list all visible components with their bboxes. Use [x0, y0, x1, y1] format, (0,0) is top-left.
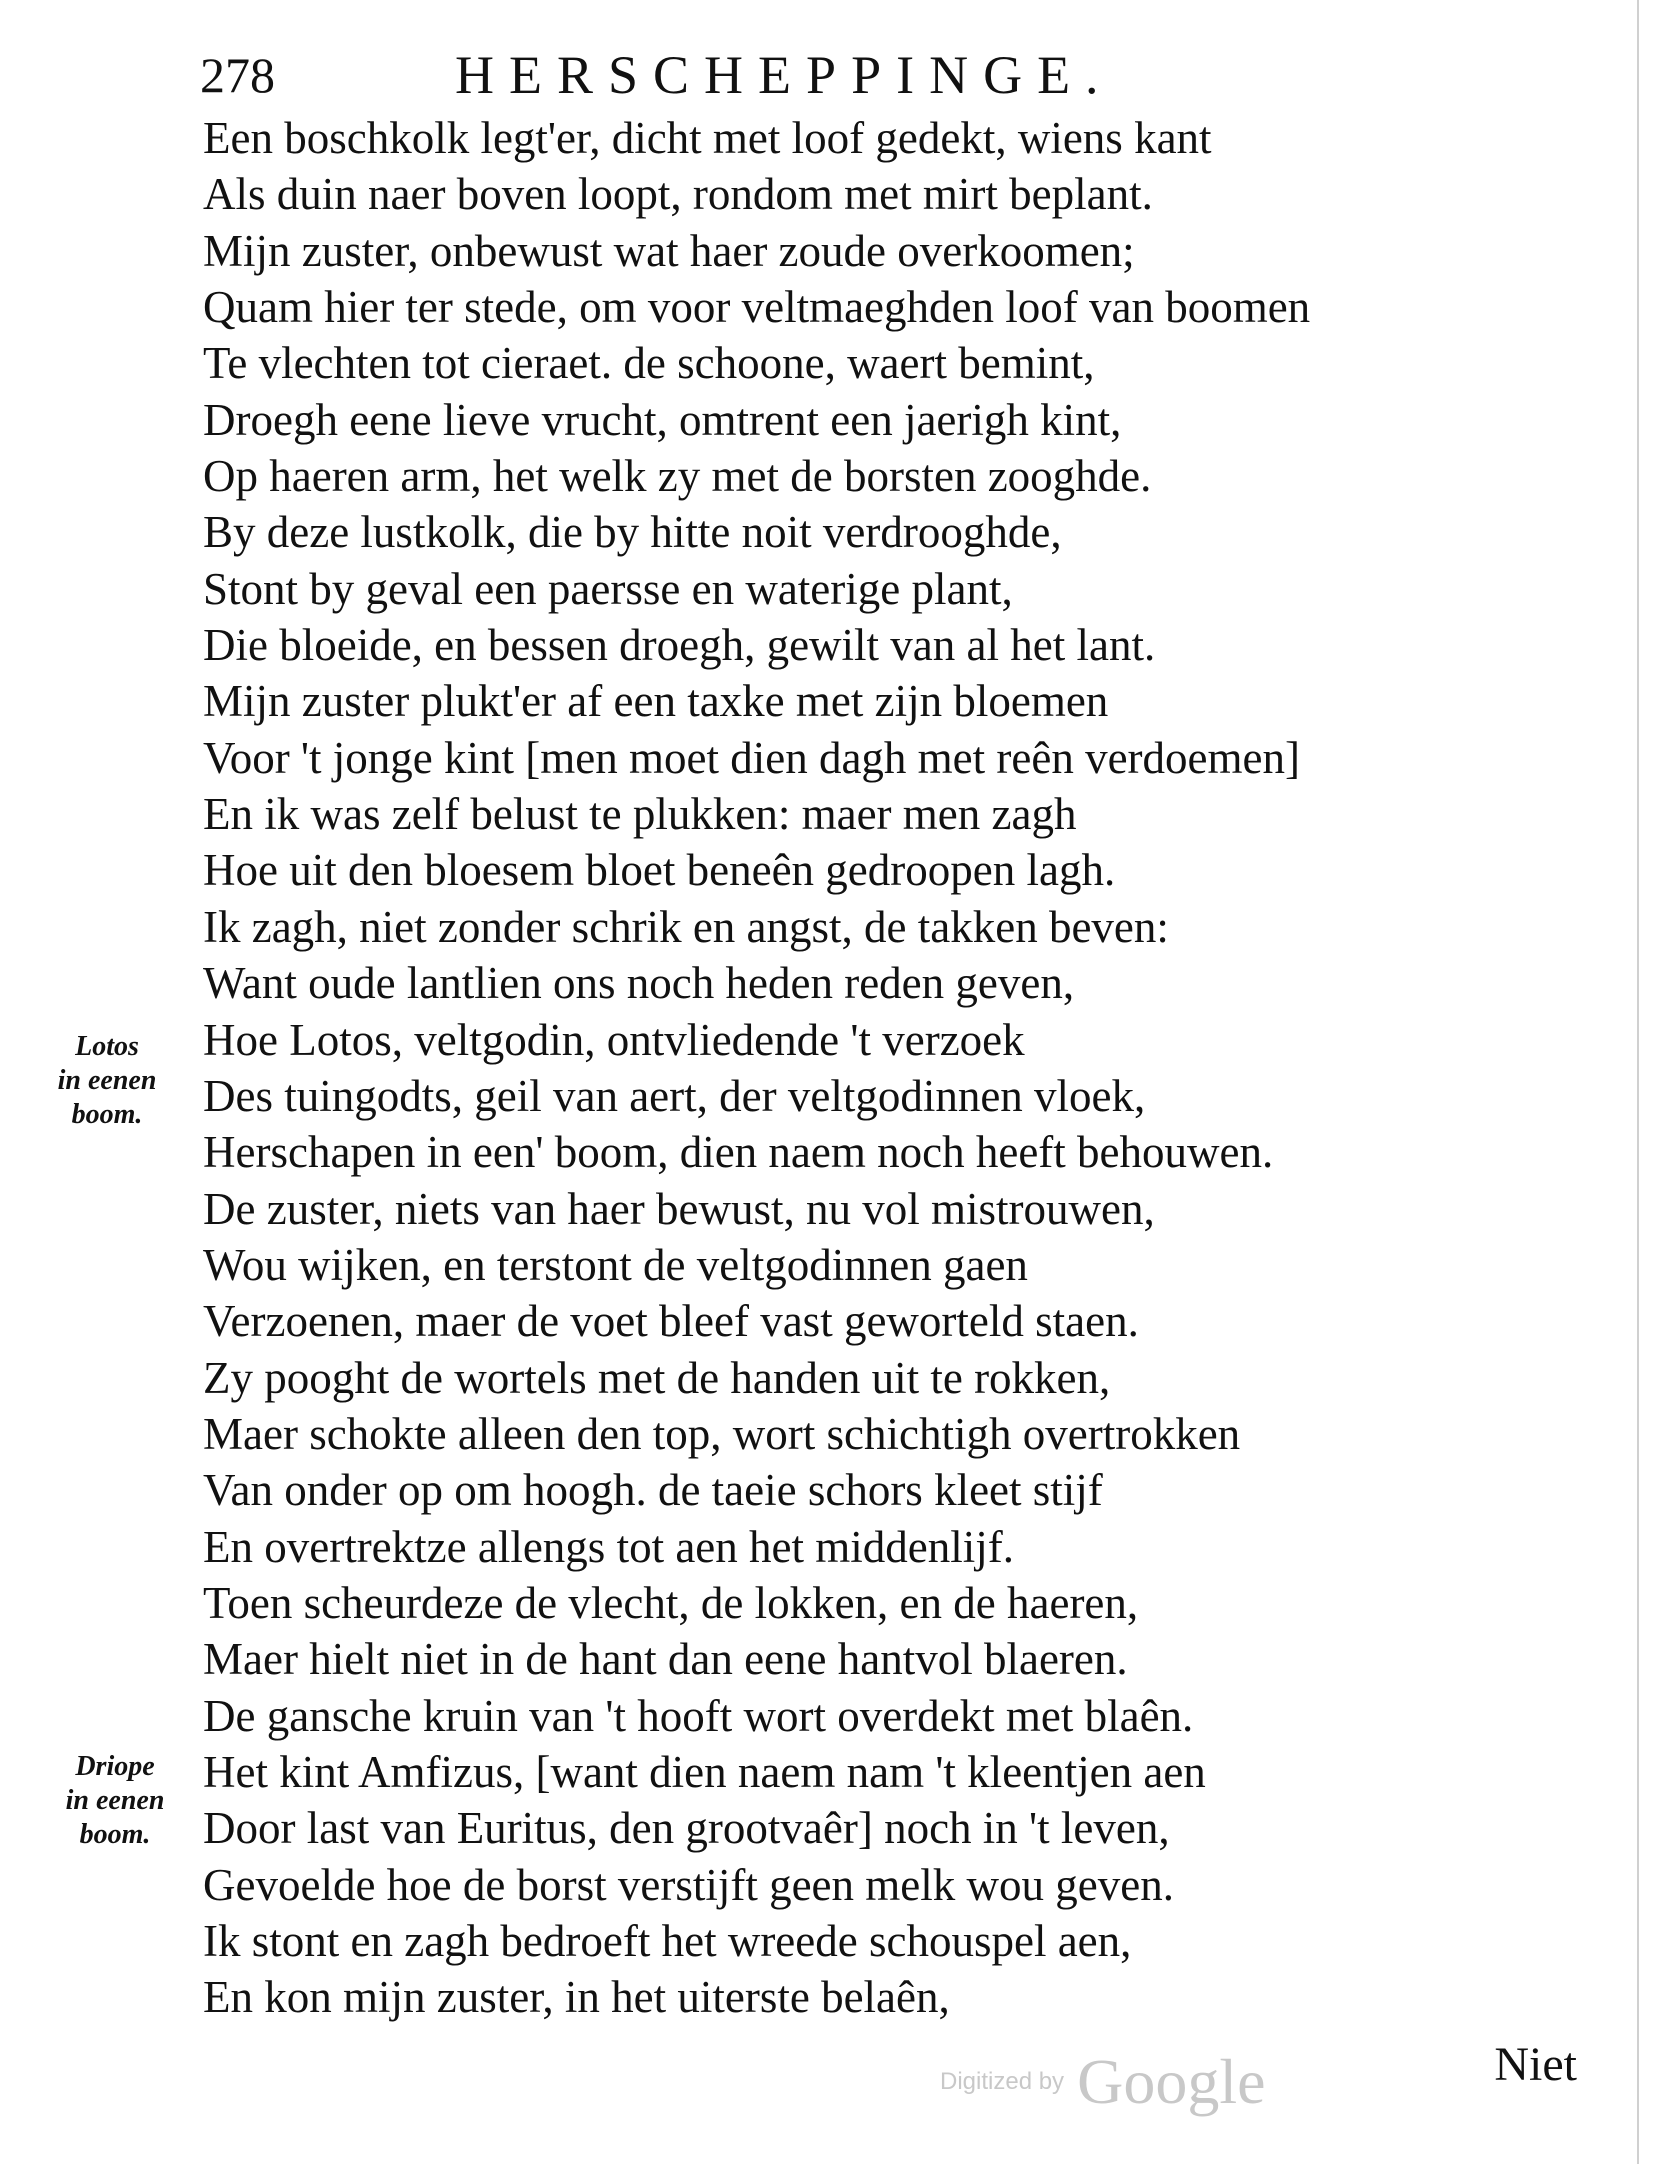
margin-note-line: in eenen [57, 1065, 157, 1096]
verse-line: Door last van Euritus, den grootvaêr] noch in 't leven, [203, 1803, 1170, 1854]
margin-note-lotos [32, 1030, 182, 1132]
verse-line: Verzoenen, maer de voet bleef vast geworteld staen. [203, 1296, 1139, 1347]
verse-line: Maer hielt niet in de hant dan eene hantvol blaeren. [203, 1634, 1128, 1685]
page-edge [1637, 0, 1639, 2164]
verse-line: Van onder op om hoogh. de taeie schors kleet stijf [203, 1465, 1103, 1516]
verse-line: Toen scheurdeze de vlecht, de lokken, en de haeren, [203, 1577, 1139, 1628]
verse-line: Wou wijken, en terstont de veltgodinnen gaen [203, 1239, 1028, 1290]
watermark-brand: Google [1077, 2046, 1266, 2117]
verse-line: Quam hier ter stede, om voor veltmaeghden loof van boomen [203, 282, 1311, 333]
catchword: Niet [1494, 2038, 1577, 2091]
margin-note-line: in eenen [65, 1785, 165, 1816]
verse-line: En kon mijn zuster, in het uiterste belaên, [203, 1972, 950, 2023]
verse-line: Ik stont en zagh bedroeft het wreede schouspel aen, [203, 1916, 1132, 1966]
verse-line: Voor 't jonge kint [men moet dien dagh met reên verdoemen] [203, 732, 1300, 783]
verse-line: Maer schokte alleen den top, wort schichtigh overtrokken [203, 1408, 1241, 1459]
verse-line: Het kint Amfizus, [want dien naem nam 't kleentjen aen [203, 1746, 1206, 1797]
digitized-watermark [940, 2045, 1266, 2119]
verse-line: Te vlechten tot cieraet. de schoone, waert bemint, [203, 338, 1095, 389]
verse-text [203, 110, 1593, 2026]
margin-note-line: boom. [71, 1099, 143, 1130]
margin-note-line: Driope [75, 1751, 155, 1782]
margin-note-driope [40, 1750, 190, 1852]
verse-line: Herschapen in een' boom, dien naem noch heeft behouwen. [203, 1127, 1274, 1178]
verse-line: Want oude lantlien ons noch heden reden geven, [203, 958, 1075, 1009]
verse-line: Een boschkolk legt'er, dicht met loof gedekt, wiens kant [203, 113, 1212, 163]
verse-line: Op haeren arm, het welk zy met de borsten zooghde. [203, 451, 1152, 502]
verse-line: Mijn zuster plukt'er af een taxke met zijn bloemen [203, 676, 1109, 727]
verse-line: Die bloeide, en bessen droegh, gewilt van al het lant. [203, 620, 1156, 671]
verse-line: Als duin naer boven loopt, rondom met mirt beplant. [203, 169, 1153, 220]
verse-line: Mijn zuster, onbewust wat haer zoude overkoomen; [203, 225, 1135, 276]
verse-line: Hoe uit den bloesem bloet beneên gedroopen lagh. [203, 845, 1116, 896]
watermark-prefix: Digitized by [940, 2068, 1065, 2095]
verse-line: Zy pooght de wortels met de handen uit te rokken, [203, 1352, 1111, 1403]
margin-note-line: Lotos [75, 1031, 139, 1062]
verse-line: Ik zagh, niet zonder schrik en angst, de takken beven: [203, 901, 1169, 952]
verse-line: Des tuingodts, geil van aert, der veltgodinnen vloek, [203, 1070, 1146, 1121]
verse-line: By deze lustkolk, die by hitte noit verdrooghde, [203, 507, 1062, 558]
page-number: 278 [200, 47, 275, 103]
verse-line: Hoe Lotos, veltgodin, ontvliedende 't verzoek [203, 1014, 1025, 1065]
verse-line: De zuster, niets van haer bewust, nu vol mistrouwen, [203, 1183, 1155, 1234]
margin-note-line: boom. [79, 1819, 151, 1850]
running-title: HERSCHEPPINGE. [455, 45, 1114, 105]
verse-line: En ik was zelf belust te plukken: maer men zagh [203, 789, 1077, 840]
verse-line: En overtrektze allengs tot aen het middenlijf. [203, 1521, 1014, 1572]
verse-line: Gevoelde hoe de borst verstijft geen melk wou geven. [203, 1859, 1174, 1910]
verse-line: Stont by geval een paersse en waterige plant, [203, 563, 1013, 614]
page-header [200, 40, 1320, 110]
verse-line: Droegh eene lieve vrucht, omtrent een jaerigh kint, [203, 394, 1122, 445]
verse-line: De gansche kruin van 't hooft wort overdekt met blaên. [203, 1690, 1194, 1741]
